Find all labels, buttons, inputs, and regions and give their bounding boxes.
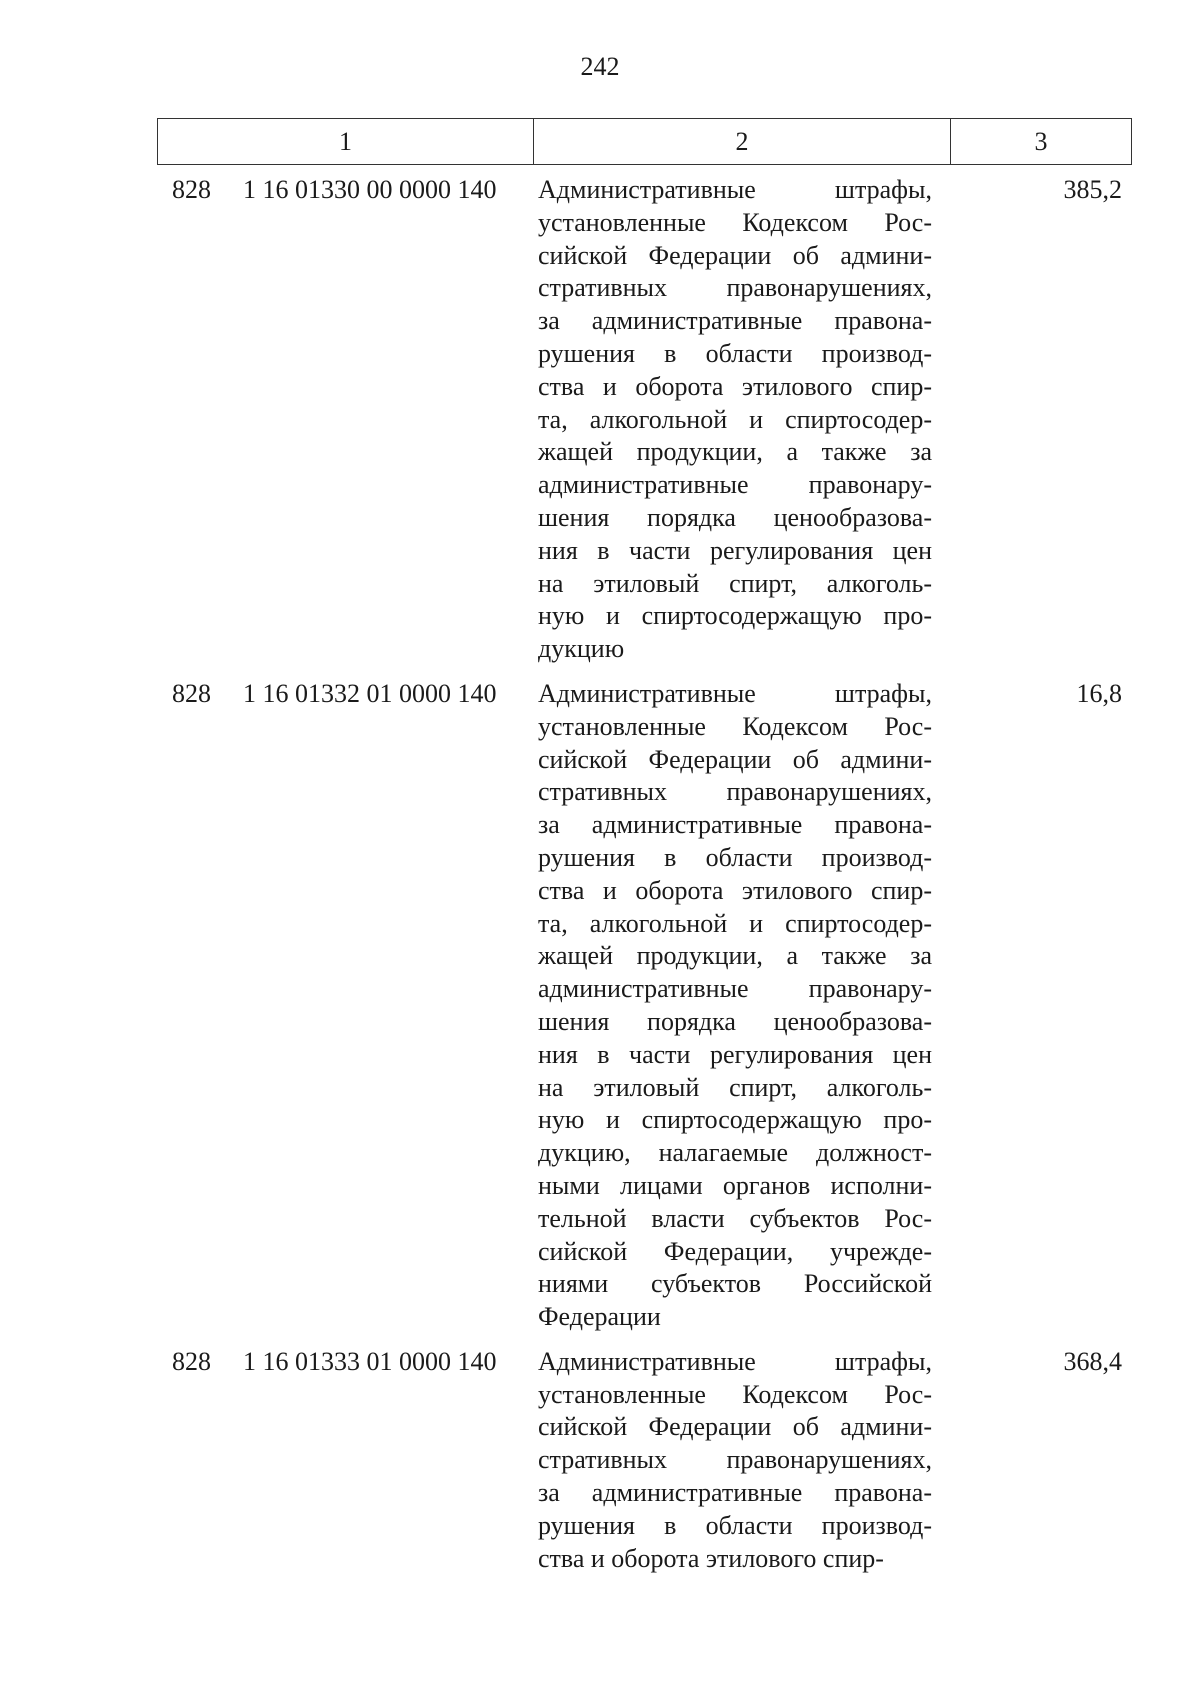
description-line: сийской Федерации об админи-: [538, 240, 932, 270]
table-body: [157, 174, 1131, 1587]
description-line: ниями субъектов Российской: [538, 1269, 932, 1299]
budget-classification-code: 1 16 01333 01 0000 140: [243, 1346, 497, 1376]
description-line: сийской Федерации об админи-: [538, 1412, 932, 1442]
description-line: установленные Кодексом Рос-: [538, 207, 932, 237]
table-row: [157, 1346, 1131, 1576]
description-line: на этиловый спирт, алкоголь-: [538, 1072, 932, 1102]
budget-classification-code: 1 16 01332 01 0000 140: [243, 678, 497, 708]
budget-classification-code: 1 16 01330 00 0000 140: [243, 175, 497, 204]
table-row: [157, 678, 1131, 1334]
table-header: [157, 118, 1132, 165]
admin-code: 828: [172, 1346, 211, 1376]
description-line: жащей продукции, а также за: [538, 941, 932, 971]
page-number: 242: [580, 52, 620, 81]
admin-code: 828: [172, 175, 211, 204]
column-header-1: 1: [158, 119, 534, 165]
description-line: ными лицами органов исполни-: [538, 1170, 932, 1200]
description-line: стративных правонарушениях,: [538, 273, 932, 303]
description-line: тельной власти субъектов Рос-: [538, 1203, 932, 1233]
description-line: та, алкогольной и спиртосодер-: [538, 404, 932, 434]
description-line: рушения в области производ-: [538, 338, 932, 368]
description-line: административные правонару-: [538, 470, 932, 500]
description-line: рушения в области производ-: [538, 1510, 932, 1540]
description-line: сийской Федерации об админи-: [538, 744, 932, 774]
description-line: Административные штрафы,: [538, 678, 932, 708]
description-line: сийской Федерации, учрежде-: [538, 1236, 932, 1266]
description-line: шения порядка ценообразова-: [538, 502, 932, 532]
amount: 368,4: [1063, 1346, 1122, 1376]
description-line: та, алкогольной и спиртосодер-: [538, 908, 932, 938]
description-line: ния в части регулирования цен: [538, 1039, 932, 1069]
description-line: стративных правонарушениях,: [538, 777, 932, 807]
amount: 385,2: [1063, 175, 1122, 204]
description-line: ную и спиртосодержащую про-: [538, 601, 932, 631]
description-line: рушения в области производ-: [538, 842, 932, 872]
description-line: ства и оборота этилового спир-: [538, 1543, 884, 1573]
description-line: дукцию, налагаемые должност-: [538, 1138, 932, 1168]
revenue-description: [538, 174, 932, 666]
description-line: на этиловый спирт, алкоголь-: [538, 568, 932, 598]
revenue-description: [538, 1346, 932, 1576]
description-line: шения порядка ценообразова-: [538, 1006, 932, 1036]
description-line: за административные правона-: [538, 306, 932, 336]
revenue-description: [538, 678, 932, 1334]
description-line: административные правонару-: [538, 974, 932, 1004]
description-line: установленные Кодексом Рос-: [538, 711, 932, 741]
table-row: [157, 174, 1131, 666]
description-line: Федерации: [538, 1302, 661, 1332]
description-line: ства и оборота этилового спир-: [538, 371, 932, 401]
column-header-3: 3: [951, 119, 1132, 165]
description-line: ную и спиртосодержащую про-: [538, 1105, 932, 1135]
admin-code: 828: [172, 678, 211, 708]
description-line: стративных правонарушениях,: [538, 1445, 932, 1475]
description-line: жащей продукции, а также за: [538, 437, 932, 467]
amount: 16,8: [1076, 678, 1122, 708]
description-line: установленные Кодексом Рос-: [538, 1379, 932, 1409]
column-header-2: 2: [534, 119, 951, 165]
description-line: дукцию: [538, 634, 625, 664]
description-line: за административные правона-: [538, 1478, 932, 1508]
description-line: Административные штрафы,: [538, 1346, 932, 1376]
description-line: за административные правона-: [538, 810, 932, 840]
description-line: ния в части регулирования цен: [538, 535, 932, 565]
description-line: ства и оборота этилового спир-: [538, 875, 932, 905]
description-line: Административные штрафы,: [538, 175, 932, 204]
